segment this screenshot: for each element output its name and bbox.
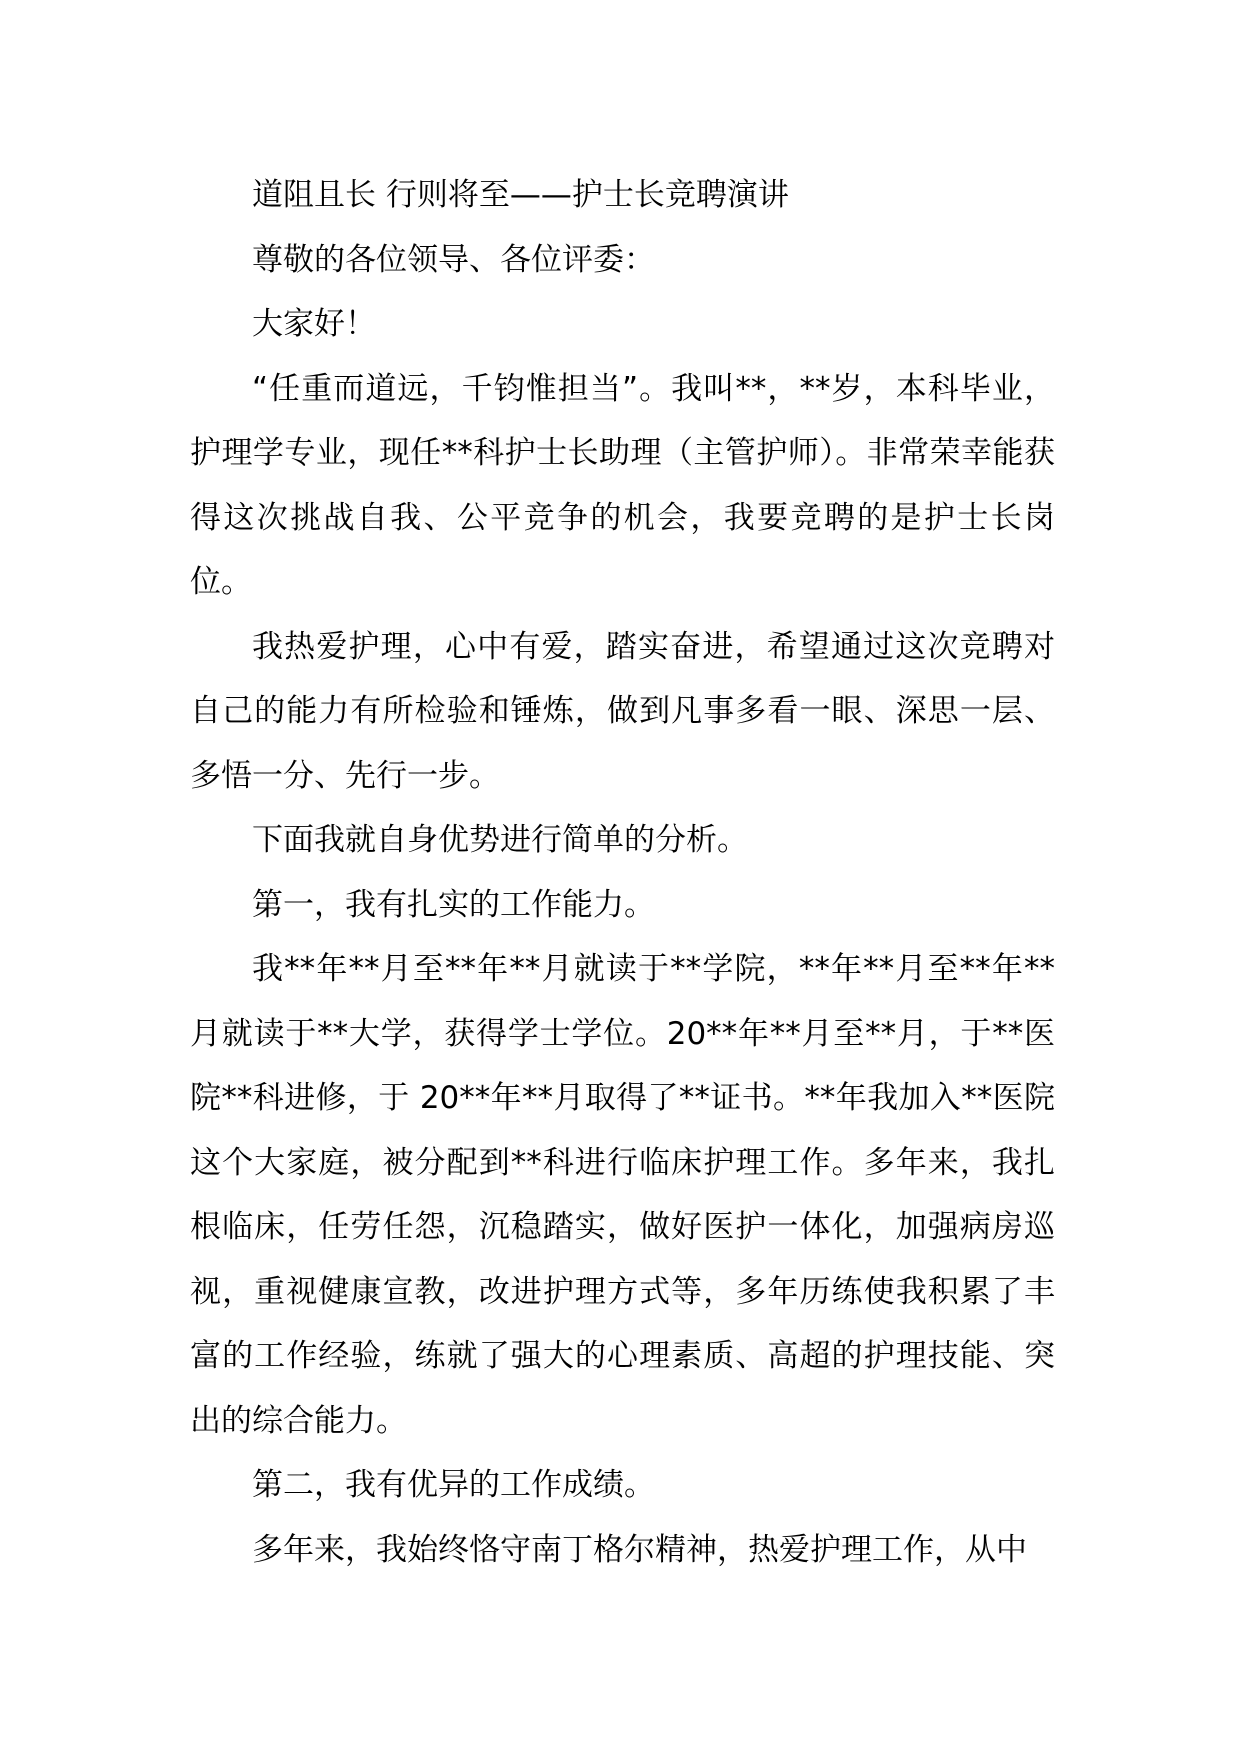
greeting: 大家好！	[252, 306, 376, 342]
paragraph-analysis-lead: 下面我就自身优势进行简单的分析。	[252, 822, 748, 858]
document-page	[190, 163, 1055, 1582]
paragraph-achievements: 多年来，我始终恪守南丁格尔精神，热爱护理工作，从中	[252, 1531, 1027, 1568]
document-title: 道阻且长 行则将至——护士长竞聘演讲	[252, 177, 789, 213]
heading-point-two: 第二，我有优异的工作成绩。	[252, 1467, 655, 1503]
paragraph-experience: 我**年**月至**年**月就读于**学院，**年**月至**年**月就读于**大学，获得学士学位。20**年**月至**月，于**医院**科进修，于 20**年**月取得了**证书。**年我加入**医院这个大家庭，被分配到**科进行临床护理工作。多年来，我扎根临床，任劳任怨，沉稳踏实，做好医护一体化，加强病房巡视，重视健康宣教，改进护理方式等，多年历练使我积累了丰富的工作经验，练就了强大的心理素质、高超的护理技能、突出的综合能力。	[190, 951, 1055, 1439]
paragraph-intro: “任重而道远，千钧惟担当”。我叫**，**岁，本科毕业，护理学专业，现任**科护士长助理（主管护师）。非常荣幸能获得这次挑战自我、公平竞争的机会，我要竞聘的是护士长岗位。	[190, 370, 1055, 600]
paragraph-motivation: 我热爱护理，心中有爱，踏实奋进，希望通过这次竞聘对自己的能力有所检验和锤炼，做到凡事多看一眼、深思一层、多悟一分、先行一步。	[190, 628, 1055, 794]
salutation: 尊敬的各位领导、各位评委：	[252, 241, 655, 278]
heading-point-one: 第一，我有扎实的工作能力。	[252, 886, 655, 923]
